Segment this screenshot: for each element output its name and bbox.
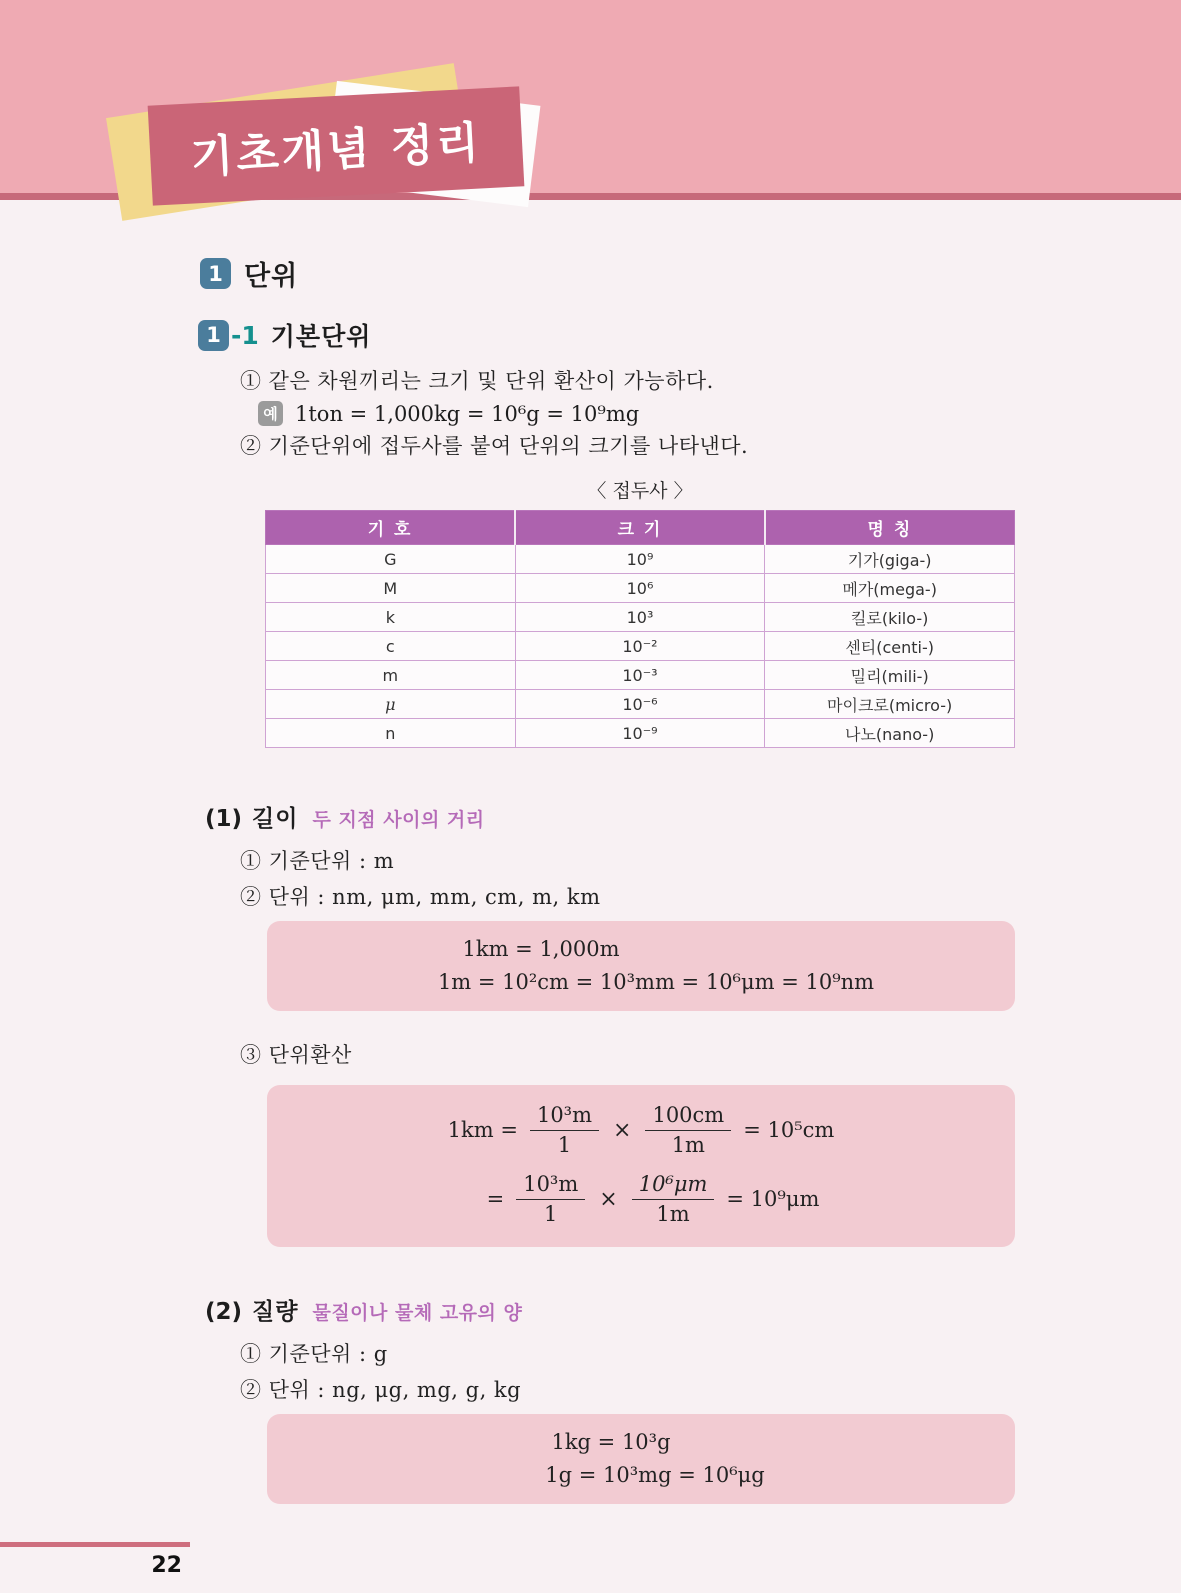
subsection-title: 기본단위: [270, 322, 372, 351]
prefix-table: [265, 510, 1015, 748]
subsection-number-badge: 1: [198, 320, 229, 351]
prefix-table-body: [266, 545, 1015, 748]
cell-symbol: n: [266, 719, 516, 748]
fraction: [632, 1172, 715, 1227]
multiply-sign: ×: [599, 1186, 618, 1212]
cell-magnitude: 10⁻⁹: [515, 719, 765, 748]
prefix-table-head: [266, 511, 1015, 545]
multiply-sign: ×: [613, 1117, 632, 1143]
cell-symbol: c: [266, 632, 516, 661]
formula-line: 1km = 1,000m: [462, 937, 620, 961]
fraction: [516, 1172, 585, 1227]
fraction-denominator: 1m: [671, 1133, 705, 1157]
table-row: [266, 632, 1015, 661]
cell-name: 나노(nano-): [765, 719, 1015, 748]
footer-rule: [0, 1542, 190, 1547]
page-title: 기초개념 정리: [189, 117, 484, 184]
table-row: [266, 603, 1015, 632]
table-header-row: [266, 511, 1015, 545]
cell-name: 센티(centi-): [765, 632, 1015, 661]
prefix-table-caption: 〈 접두사 〉: [587, 480, 693, 502]
cell-magnitude: 10⁻³: [515, 661, 765, 690]
length-point-2: ② 단위 : nm, μm, mm, cm, m, km: [240, 885, 601, 909]
cell-name: 마이크로(micro-): [765, 690, 1015, 719]
table-row: [266, 690, 1015, 719]
mass-title: 질량: [252, 1299, 299, 1325]
conv-result: = 10⁵cm: [743, 1118, 835, 1142]
formula-line: 1kg = 10³g: [551, 1430, 671, 1454]
table-row: [266, 545, 1015, 574]
example-formula: 1ton = 1,000kg = 10⁶g = 10⁹mg: [295, 401, 640, 426]
table-row: [266, 661, 1015, 690]
length-point-3: ③ 단위환산: [240, 1043, 352, 1067]
conv-result: = 10⁹μm: [726, 1187, 820, 1211]
conversion-row-2: [279, 1172, 1027, 1227]
conversion-formula-box: [267, 1085, 1015, 1247]
basic-point-1: ① 같은 차원끼리는 크기 및 단위 환산이 가능하다.: [240, 369, 714, 393]
length-title: 길이: [252, 806, 299, 832]
length-point-1: ① 기준단위 : m: [240, 849, 395, 873]
mass-subtitle: 물질이나 물체 고유의 양: [312, 1302, 523, 1324]
table-row: [266, 719, 1015, 748]
fraction-numerator: 10³m: [516, 1172, 585, 1200]
cell-symbol: μ: [266, 690, 516, 719]
section-basic-heading: [198, 317, 1181, 353]
cell-symbol: G: [266, 545, 516, 574]
conv-lhs: =: [486, 1187, 505, 1211]
cell-magnitude: 10⁶: [515, 574, 765, 603]
example-badge: 예: [258, 401, 283, 426]
basic-point-2: ② 기준단위에 접두사를 붙여 단위의 크기를 나타낸다.: [240, 434, 749, 458]
length-formula-box: [267, 921, 1015, 1011]
fraction-numerator: 10⁶μm: [632, 1172, 715, 1200]
cell-symbol: k: [266, 603, 516, 632]
mass-formula-box: [267, 1414, 1015, 1504]
col-name: 명 칭: [765, 511, 1015, 545]
length-subtitle: 두 지점 사이의 거리: [312, 809, 485, 831]
cell-name: 메가(mega-): [765, 574, 1015, 603]
col-symbol: 기 호: [266, 511, 516, 545]
page-header-band: [0, 0, 1181, 200]
fraction-denominator: 1: [544, 1202, 558, 1226]
fraction-numerator: 100cm: [645, 1103, 731, 1131]
table-row: [266, 574, 1015, 603]
section-title: 단위: [244, 261, 299, 292]
fraction: [645, 1103, 731, 1158]
fraction: [530, 1103, 599, 1158]
cell-symbol: m: [266, 661, 516, 690]
conv-lhs: 1km =: [447, 1118, 518, 1142]
page-number: 22: [151, 1553, 182, 1578]
example-line: [258, 401, 1181, 426]
formula-line: 1g = 10³mg = 10⁶μg: [545, 1463, 765, 1487]
section-unit-heading: [200, 254, 1181, 293]
length-heading: [205, 800, 1181, 833]
mass-point-2: ② 단위 : ng, μg, mg, g, kg: [240, 1378, 522, 1402]
mass-number: (2): [205, 1299, 243, 1325]
cell-symbol: M: [266, 574, 516, 603]
subsection-suffix: -1: [231, 320, 259, 350]
section-number-badge: 1: [200, 258, 231, 289]
cell-magnitude: 10⁻²: [515, 632, 765, 661]
mass-heading: [205, 1293, 1181, 1326]
mass-point-1: ① 기준단위 : g: [240, 1342, 388, 1366]
formula-line: 1m = 10²cm = 10³mm = 10⁶μm = 10⁹nm: [437, 970, 875, 994]
cell-name: 기가(giga-): [765, 545, 1015, 574]
cell-magnitude: 10⁻⁶: [515, 690, 765, 719]
col-magnitude: 크 기: [515, 511, 765, 545]
title-banner: [148, 86, 525, 205]
fraction-denominator: 1: [557, 1133, 572, 1157]
fraction-denominator: 1m: [656, 1202, 690, 1226]
length-number: (1): [205, 806, 243, 832]
conversion-row-1: [267, 1103, 1015, 1158]
cell-name: 밀리(mili-): [765, 661, 1015, 690]
cell-magnitude: 10⁹: [515, 545, 765, 574]
cell-magnitude: 10³: [515, 603, 765, 632]
fraction-numerator: 10³m: [530, 1103, 599, 1131]
cell-name: 킬로(kilo-): [765, 603, 1015, 632]
